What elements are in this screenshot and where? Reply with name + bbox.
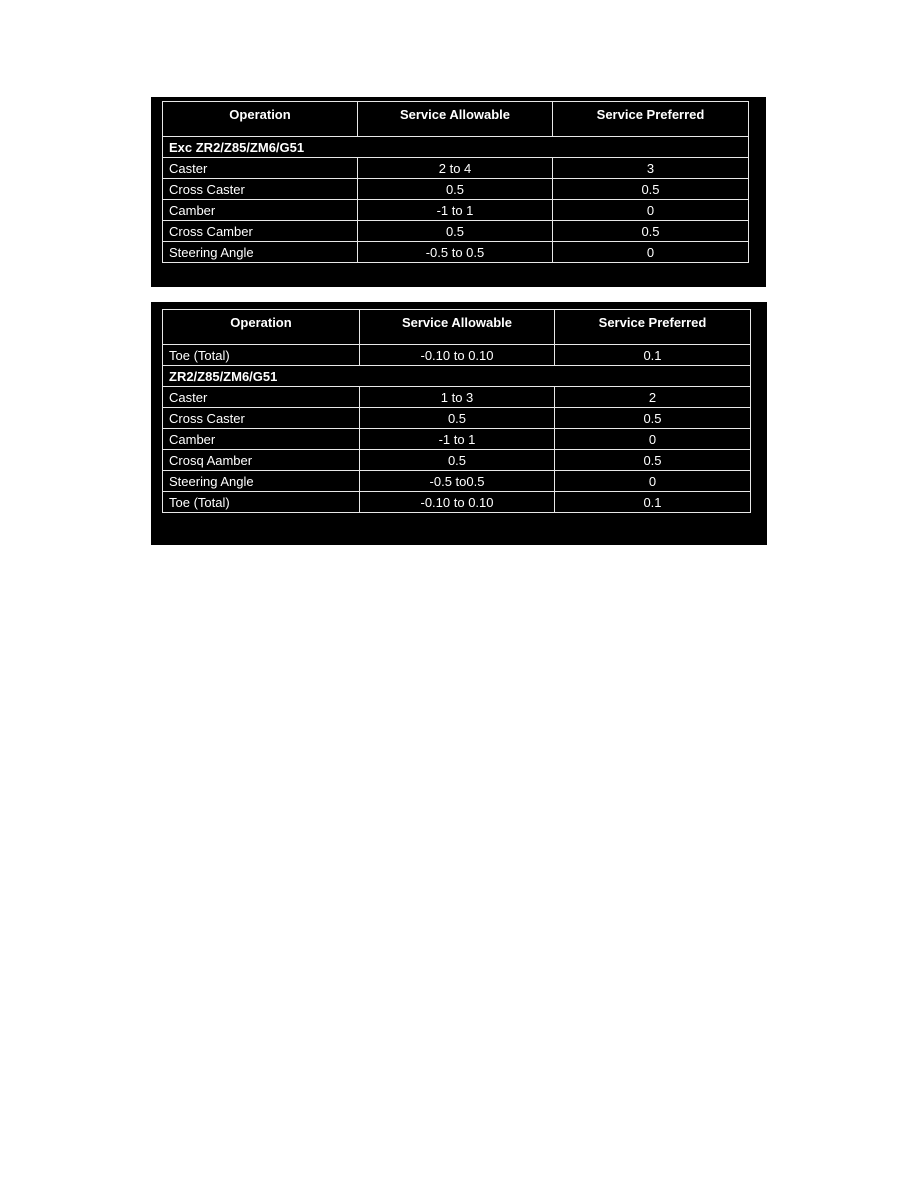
table-row <box>163 179 749 200</box>
table-body <box>163 102 749 263</box>
service-allowable-cell: -0.10 to 0.10 <box>360 345 555 366</box>
service-preferred-cell: 0 <box>555 471 751 492</box>
table-row <box>163 387 751 408</box>
table-row <box>163 471 751 492</box>
section-header-row <box>163 137 749 158</box>
operation-cell: Cross Camber <box>163 221 358 242</box>
column-header: Service Allowable <box>360 310 555 345</box>
section-label: Exc ZR2/Z85/ZM6/G51 <box>163 137 749 158</box>
operation-cell: Toe (Total) <box>163 345 360 366</box>
operation-cell: Cross Caster <box>163 408 360 429</box>
table-row <box>163 450 751 471</box>
table-row <box>163 492 751 513</box>
column-header: Service Preferred <box>553 102 749 137</box>
column-header: Operation <box>163 102 358 137</box>
service-allowable-cell: 0.5 <box>360 450 555 471</box>
table-row <box>163 221 749 242</box>
service-allowable-cell: -1 to 1 <box>358 200 553 221</box>
operation-cell: Caster <box>163 158 358 179</box>
operation-cell: Cross Caster <box>163 179 358 200</box>
alignment-spec-table-1 <box>162 101 749 263</box>
section-label: ZR2/Z85/ZM6/G51 <box>163 366 751 387</box>
service-preferred-cell: 0.5 <box>555 408 751 429</box>
operation-cell: Steering Angle <box>163 471 360 492</box>
service-allowable-cell: -0.5 to0.5 <box>360 471 555 492</box>
table-row <box>163 345 751 366</box>
alignment-spec-image-1 <box>151 97 766 287</box>
table-header-row <box>163 102 749 137</box>
service-allowable-cell: 1 to 3 <box>360 387 555 408</box>
operation-cell: Camber <box>163 200 358 221</box>
service-allowable-cell: -0.10 to 0.10 <box>360 492 555 513</box>
column-header: Service Allowable <box>358 102 553 137</box>
service-allowable-cell: 0.5 <box>358 179 553 200</box>
service-allowable-cell: -0.5 to 0.5 <box>358 242 553 263</box>
alignment-spec-image-2 <box>151 302 767 545</box>
table-row <box>163 200 749 221</box>
table-row <box>163 429 751 450</box>
table-row <box>163 408 751 429</box>
service-preferred-cell: 0.5 <box>553 221 749 242</box>
operation-cell: Camber <box>163 429 360 450</box>
service-preferred-cell: 0.5 <box>553 179 749 200</box>
service-preferred-cell: 0 <box>555 429 751 450</box>
service-preferred-cell: 0.1 <box>555 345 751 366</box>
service-allowable-cell: -1 to 1 <box>360 429 555 450</box>
column-header: Service Preferred <box>555 310 751 345</box>
operation-cell: Toe (Total) <box>163 492 360 513</box>
service-preferred-cell: 0.1 <box>555 492 751 513</box>
operation-cell: Caster <box>163 387 360 408</box>
service-allowable-cell: 0.5 <box>360 408 555 429</box>
column-header: Operation <box>163 310 360 345</box>
operation-cell: Crosq Aamber <box>163 450 360 471</box>
table-row <box>163 158 749 179</box>
section-header-row <box>163 366 751 387</box>
service-preferred-cell: 0 <box>553 200 749 221</box>
service-preferred-cell: 3 <box>553 158 749 179</box>
table-row <box>163 242 749 263</box>
operation-cell: Steering Angle <box>163 242 358 263</box>
service-preferred-cell: 0 <box>553 242 749 263</box>
service-preferred-cell: 2 <box>555 387 751 408</box>
service-allowable-cell: 0.5 <box>358 221 553 242</box>
table-body <box>163 310 751 513</box>
alignment-spec-table-2 <box>162 309 751 513</box>
service-allowable-cell: 2 to 4 <box>358 158 553 179</box>
service-preferred-cell: 0.5 <box>555 450 751 471</box>
table-header-row <box>163 310 751 345</box>
